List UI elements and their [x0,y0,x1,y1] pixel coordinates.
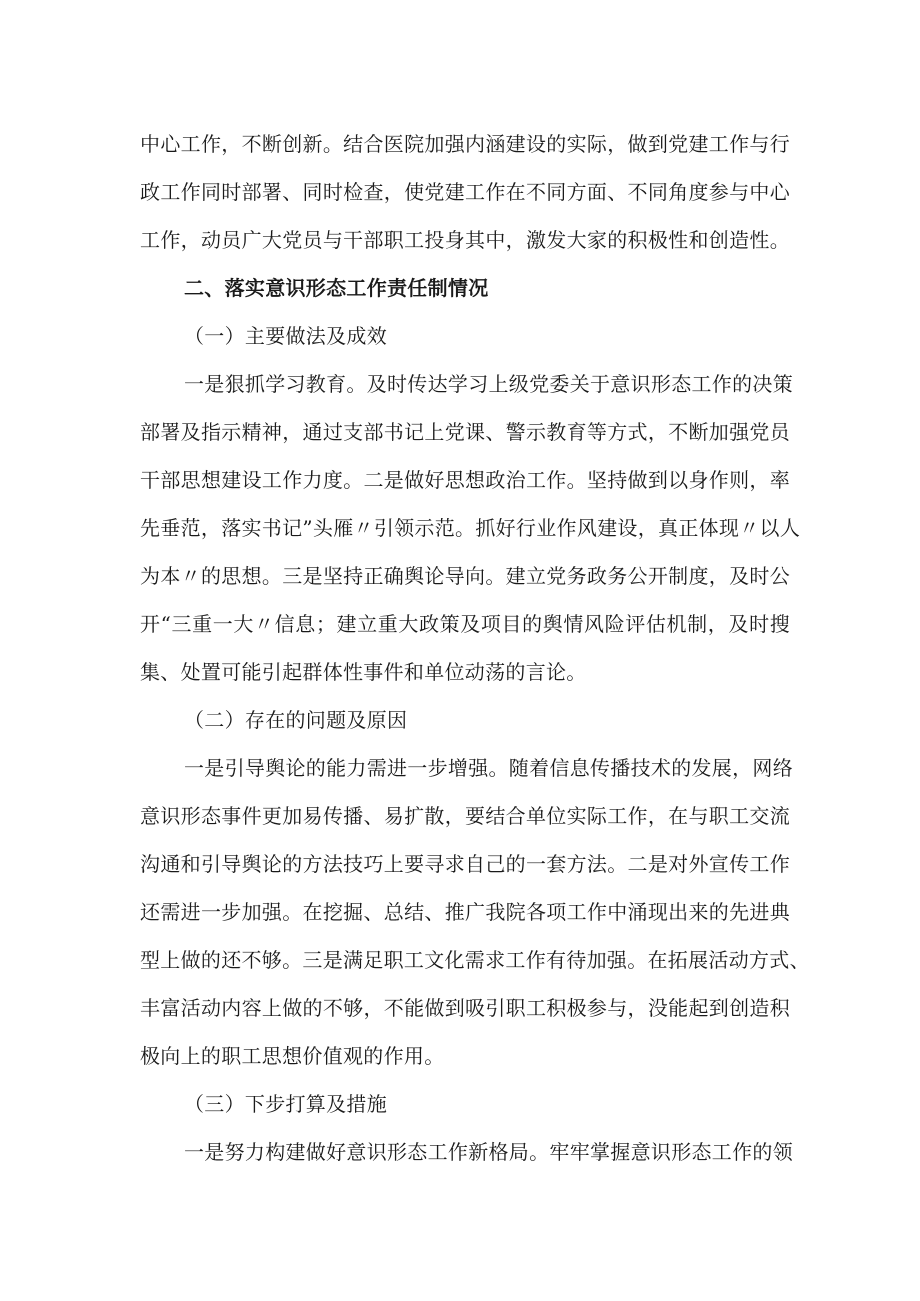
section-heading: 二、落实意识形态工作责任制情况 [184,276,489,300]
body-text-line: 一是引导舆论的能力需进一步增强。随着信息传播技术的发展，网络 [184,756,793,780]
body-text-line: 一是努力构建做好意识形态工作新格局。牢牢掌握意识形态工作的领 [184,1140,793,1164]
body-text-line: 开“三重一大〃信息；建立重大政策及项目的舆情风险评估机制，及时搜 [140,612,790,636]
subsection-heading: （三）下步打算及措施 [184,1092,387,1116]
body-text-line: 干部思想建设工作力度。二是做好思想政治工作。坚持做到以身作则，率 [140,468,790,492]
body-text-line: 丰富活动内容上做的不够，不能做到吸引职工积极参与，没能起到创造积 [140,996,790,1020]
body-text-line: 沟通和引导舆论的方法技巧上要寻求自己的一套方法。二是对外宣传工作 [140,852,790,876]
body-text-line: 型上做的还不够。三是满足职工文化需求工作有待加强。在拓展活动方式、 [140,948,810,972]
body-text-line: 部署及指示精神，通过支部书记上党课、警示教育等方式，不断加强党员 [140,420,790,444]
body-text-line: 意识形态事件更加易传播、易扩散，要结合单位实际工作，在与职工交流 [140,804,790,828]
subsection-heading: （一）主要做法及成效 [184,324,387,348]
body-text-line: 极向上的职工思想价值观的作用。 [140,1044,445,1068]
body-text-line: 集、处置可能引起群体性事件和单位动荡的言论。 [140,660,587,684]
subsection-heading: （二）存在的问题及原因 [184,708,408,732]
body-text-line: 先垂范，落实书记”头雁〃引领示范。抓好行业作风建设，真正体现〃以人 [140,516,801,540]
body-text-line: 工作，动员广大党员与干部职工投身其中，激发大家的积极性和创造性。 [140,228,790,252]
body-text-line: 政工作同时部署、同时检查，使党建工作在不同方面、不同角度参与中心 [140,180,790,204]
body-text-line: 为本〃的思想。三是坚持正确舆论导向。建立党务政务公开制度，及时公 [140,564,790,588]
body-text-line: 还需进一步加强。在挖掘、总结、推广我院各项工作中涌现出来的先进典 [140,900,790,924]
body-text-line: 一是狠抓学习教育。及时传达学习上级党委关于意识形态工作的决策 [184,372,793,396]
body-text-line: 中心工作，不断创新。结合医院加强内涵建设的实际，做到党建工作与行 [140,132,790,156]
